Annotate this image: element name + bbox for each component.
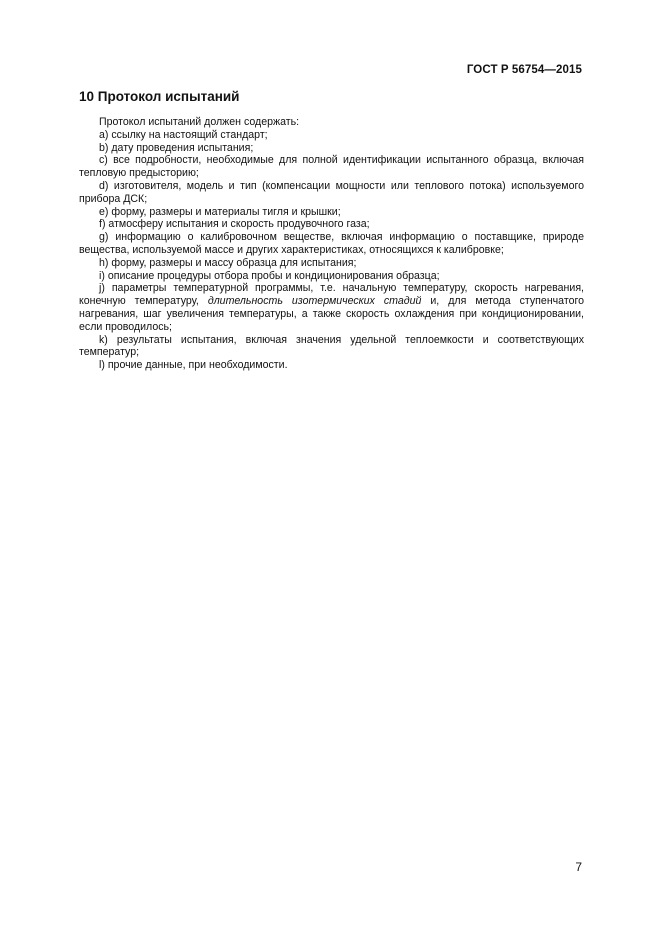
list-item-e-text: е) форму, размеры и материалы тигля и крышки; — [99, 205, 341, 218]
list-item-a — [79, 129, 584, 142]
list-item-j-emphasis: длительность изотермических стадий — [207, 295, 422, 308]
list-item-l — [79, 359, 584, 372]
list-item-b — [79, 142, 584, 155]
section-title: 10 Протокол испытаний — [79, 89, 240, 104]
list-item-g-line-2: вещества, используемой массе и других характеристиках, относящихся к калибровке; — [79, 243, 504, 256]
list-item-j-line-2-end: и, для метода ступенчатого — [430, 295, 584, 308]
list-item-j-line-4: если проводилось; — [79, 320, 172, 333]
page-number: 7 — [575, 860, 582, 874]
list-item-b-text: b) дату проведения испытания; — [99, 141, 254, 154]
list-item-g-line-1: g) информацию о калибровочном веществе, включая информацию о поставщике, природе — [99, 231, 584, 244]
list-item-k-line-2: температур; — [79, 346, 140, 359]
list-item-j-line-1: j) параметры температурной программы, т.е. начальную температуру, скорость нагревания, — [99, 282, 584, 295]
section-body — [79, 116, 584, 372]
list-item-l-text: l) прочие данные, при необходимости. — [99, 359, 288, 372]
list-item-h-text: h) форму, размеры и массу образца для испытания; — [99, 256, 357, 269]
list-item-c-line-1: c) все подробности, необходимые для полной идентификации испытанного образца, включая — [99, 154, 584, 167]
list-item-d — [79, 180, 584, 206]
list-item-d-line-2: прибора ДСК; — [79, 192, 148, 205]
list-item-j-line-2-start: конечную температуру, — [79, 295, 199, 308]
list-item-i — [79, 270, 584, 283]
list-item-c-line-2: тепловую предысторию; — [79, 167, 199, 180]
list-item-j — [79, 282, 584, 333]
list-item-h — [79, 257, 584, 270]
list-item-g — [79, 231, 584, 257]
list-item-e — [79, 206, 584, 219]
list-item-j-line-3: нагревания, шаг увеличения температуры, а также скорость охлаждения при кондиционировании, — [79, 307, 584, 320]
list-item-i-text: i) описание процедуры отбора пробы и кондиционирования образца; — [99, 269, 440, 282]
list-item-c — [79, 154, 584, 180]
list-item-f-text: f) атмосферу испытания и скорость продувочного газа; — [99, 218, 370, 231]
intro-paragraph — [79, 116, 584, 129]
list-item-f — [79, 218, 584, 231]
list-item-a-text: а) ссылку на настоящий стандарт; — [99, 128, 268, 141]
list-item-k-line-1: k) результаты испытания, включая значения удельной теплоемкости и соответствующих — [99, 333, 584, 346]
list-item-d-line-1: d) изготовителя, модель и тип (компенсации мощности или теплового потока) используемого — [99, 179, 584, 192]
list-item-j-line-2 — [79, 295, 584, 308]
document-code: ГОСТ Р 56754—2015 — [466, 64, 582, 76]
intro-text: Протокол испытаний должен содержать: — [99, 116, 300, 128]
list-item-k — [79, 334, 584, 360]
